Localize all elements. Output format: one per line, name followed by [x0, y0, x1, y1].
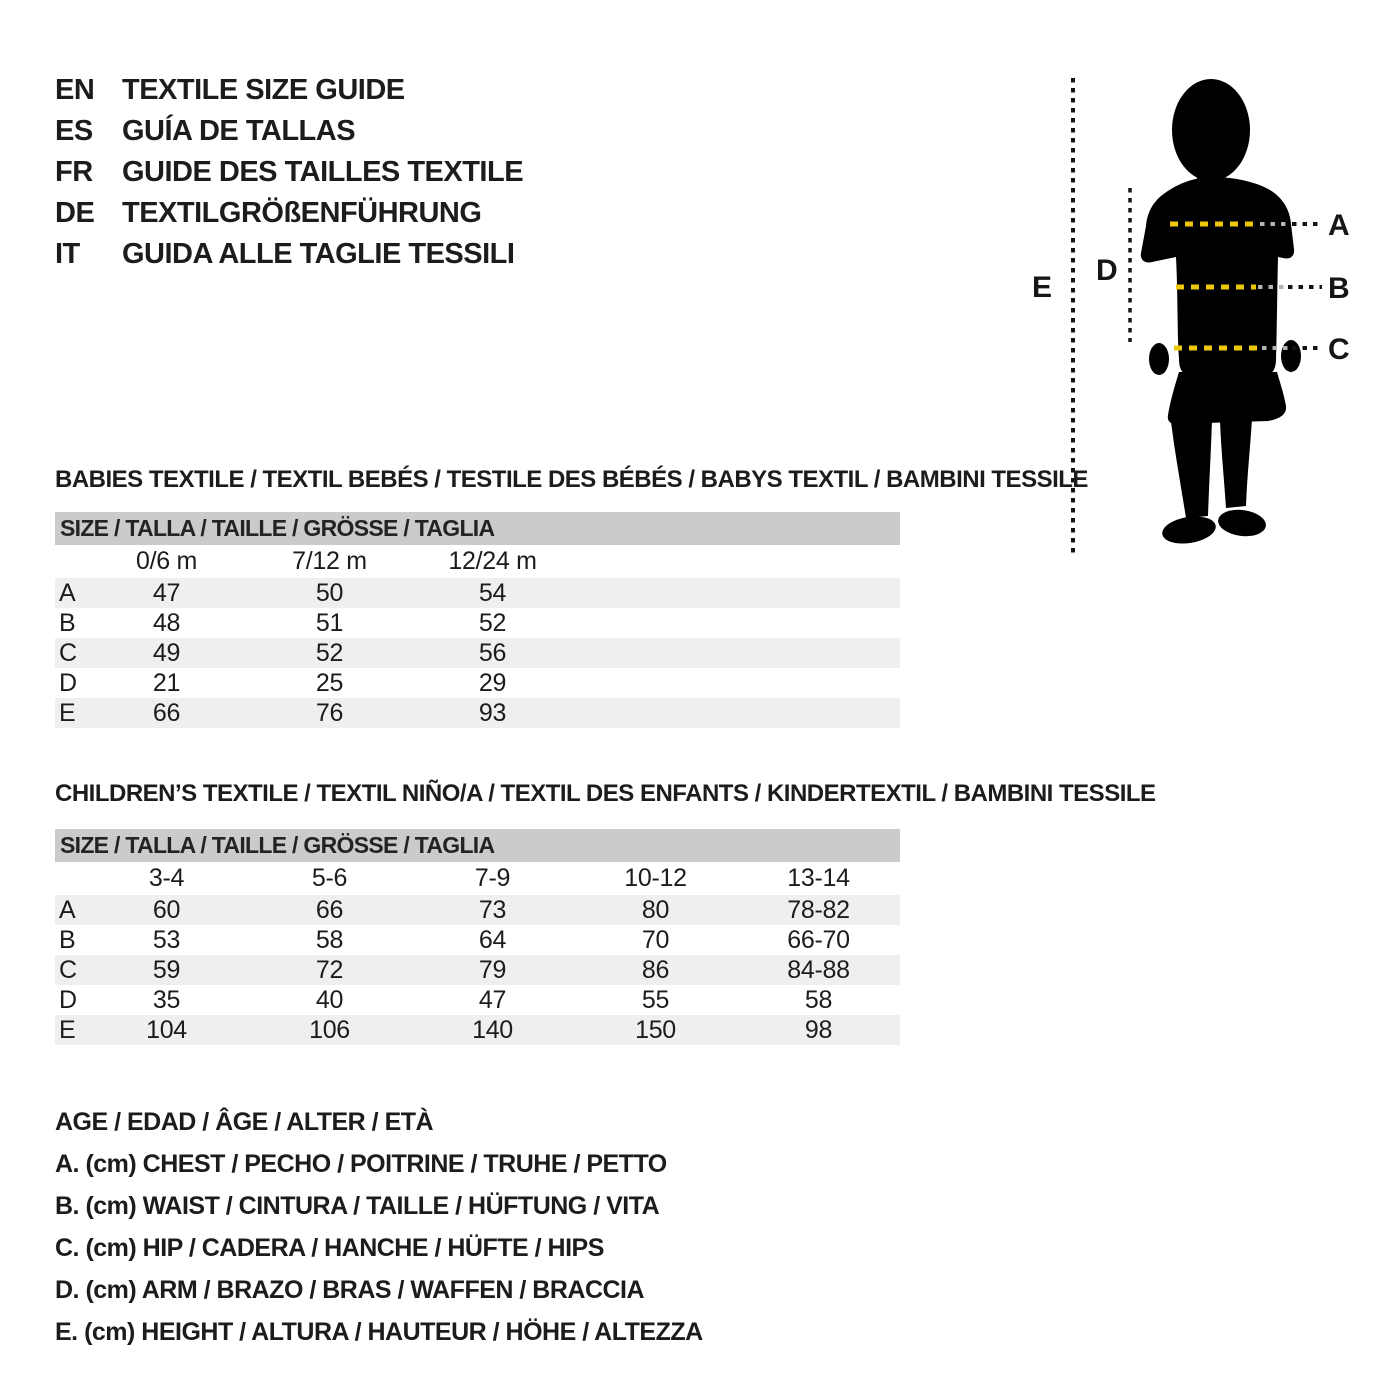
child-silhouette-icon: [1141, 79, 1301, 547]
row-label: B: [59, 608, 76, 637]
table-cell: 66: [152, 698, 181, 727]
table-row: [55, 895, 900, 925]
table-row: [55, 925, 900, 955]
table-row: [55, 955, 900, 985]
table-cell: 66: [315, 895, 344, 924]
size-header-bar: [55, 829, 900, 862]
lang-code: ES: [55, 115, 93, 147]
table-cell: 58: [804, 985, 833, 1014]
legend-line-arm: D. (cm) ARM / BRAZO / BRAS / WAFFEN / BRACCIA: [55, 1275, 645, 1304]
lang-row-fr: [55, 152, 523, 193]
lang-row-it: [55, 234, 523, 275]
row-label: D: [59, 668, 77, 697]
measurement-legend: [55, 1101, 703, 1353]
marker-label-b: B: [1328, 272, 1350, 305]
row-label: E: [59, 698, 76, 727]
marker-label-d: D: [1096, 254, 1118, 287]
table-cell: 40: [315, 985, 344, 1014]
table-cell: 84-88: [787, 955, 850, 984]
table-row: [55, 608, 900, 638]
table-cell: 52: [478, 608, 507, 637]
lang-title: TEXTILE SIZE GUIDE: [122, 74, 405, 106]
table-cell: 58: [315, 925, 344, 954]
table-cell: 70: [641, 925, 670, 954]
children-size-table: [55, 829, 900, 1045]
marker-label-c: C: [1328, 333, 1350, 366]
table-row: [55, 1015, 900, 1045]
lang-title: GUIDA ALLE TAGLIE TESSILI: [122, 238, 515, 270]
table-cell: 52: [315, 638, 344, 667]
table-cell: 72: [315, 955, 344, 984]
table-cell: 25: [315, 668, 344, 697]
column-header: 0/6 m: [135, 547, 198, 575]
lang-code: DE: [55, 197, 95, 229]
table-cell: 73: [478, 895, 507, 924]
table-cell: 55: [641, 985, 670, 1014]
row-label: A: [59, 578, 76, 607]
table-cell: 150: [635, 1015, 676, 1044]
lang-title: GUÍA DE TALLAS: [122, 115, 356, 147]
column-header: 10-12: [624, 864, 687, 892]
table-cell: 80: [641, 895, 670, 924]
table-cell: 49: [152, 638, 181, 667]
column-header: 3-4: [148, 864, 185, 892]
table-cell: 98: [804, 1015, 833, 1044]
row-label: D: [59, 985, 77, 1014]
size-header-bar: [55, 512, 900, 545]
legend-line-chest: A. (cm) CHEST / PECHO / POITRINE / TRUHE / PETTO: [55, 1149, 667, 1178]
table-cell: 47: [152, 578, 181, 607]
table-cell: 50: [315, 578, 344, 607]
lang-code: IT: [55, 238, 80, 270]
table-cell: 47: [478, 985, 507, 1014]
lang-row-es: [55, 111, 523, 152]
lang-row-de: [55, 193, 523, 234]
lang-title: TEXTILGRÖßENFÜHRUNG: [122, 197, 482, 229]
language-title-block: [55, 70, 523, 275]
table-cell: 106: [309, 1015, 350, 1044]
table-cell: 59: [152, 955, 181, 984]
babies-section-title: BABIES TEXTILE / TEXTIL BEBÉS / TESTILE DES BÉBÉS / BABYS TEXTIL / BAMBINI TESSILE: [55, 466, 1088, 493]
table-cell: 79: [478, 955, 507, 984]
babies-size-table: [55, 512, 900, 728]
lang-row-en: [55, 70, 523, 111]
table-cell: 53: [152, 925, 181, 954]
marker-label-a: A: [1328, 209, 1350, 242]
row-label: E: [59, 1015, 76, 1044]
lang-code: EN: [55, 74, 95, 106]
row-label: B: [59, 925, 76, 954]
row-label: C: [59, 638, 77, 667]
table-cell: 78-82: [787, 895, 850, 924]
column-header: 12/24 m: [448, 547, 537, 575]
table-cell: 29: [478, 668, 507, 697]
size-header-label: SIZE / TALLA / TAILLE / GRÖSSE / TAGLIA: [60, 832, 495, 858]
legend-line-height: E. (cm) HEIGHT / ALTURA / HAUTEUR / HÖHE / ALTEZZA: [55, 1317, 703, 1346]
column-header: 7-9: [474, 864, 511, 892]
table-cell: 60: [152, 895, 181, 924]
table-cell: 54: [478, 578, 507, 607]
table-column-header-row: [55, 862, 900, 895]
table-cell: 93: [478, 698, 507, 727]
column-header: 7/12 m: [292, 547, 367, 575]
table-row: [55, 578, 900, 608]
lang-title: GUIDE DES TAILLES TEXTILE: [122, 156, 524, 188]
legend-line-hip: C. (cm) HIP / CADERA / HANCHE / HÜFTE / HIPS: [55, 1233, 604, 1262]
row-label: C: [59, 955, 77, 984]
table-row: [55, 698, 900, 728]
table-cell: 35: [152, 985, 181, 1014]
table-column-header-row: [55, 545, 900, 578]
table-cell: 64: [478, 925, 507, 954]
table-row: [55, 985, 900, 1015]
column-header: 13-14: [787, 864, 850, 892]
column-header: 5-6: [311, 864, 348, 892]
marker-label-e: E: [1032, 271, 1053, 304]
table-row: [55, 668, 900, 698]
children-section-title: CHILDREN’S TEXTILE / TEXTIL NIÑO/A / TEXTIL DES ENFANTS / KINDERTEXTIL / BAMBINI TESSILE: [55, 780, 1156, 807]
table-cell: 104: [146, 1015, 187, 1044]
lang-code: FR: [55, 156, 93, 188]
table-cell: 66-70: [787, 925, 850, 954]
table-cell: 86: [641, 955, 670, 984]
size-header-label: SIZE / TALLA / TAILLE / GRÖSSE / TAGLIA: [60, 515, 495, 541]
table-cell: 76: [315, 698, 344, 727]
table-cell: 51: [315, 608, 344, 637]
legend-line-waist: B. (cm) WAIST / CINTURA / TAILLE / HÜFTUNG / VITA: [55, 1191, 660, 1220]
legend-line-age: AGE / EDAD / ÂGE / ALTER / ETÀ: [55, 1107, 434, 1136]
table-cell: 140: [472, 1015, 513, 1044]
table-row: [55, 638, 900, 668]
table-cell: 48: [152, 608, 181, 637]
table-cell: 56: [478, 638, 507, 667]
row-label: A: [59, 895, 76, 924]
table-cell: 21: [152, 668, 181, 697]
